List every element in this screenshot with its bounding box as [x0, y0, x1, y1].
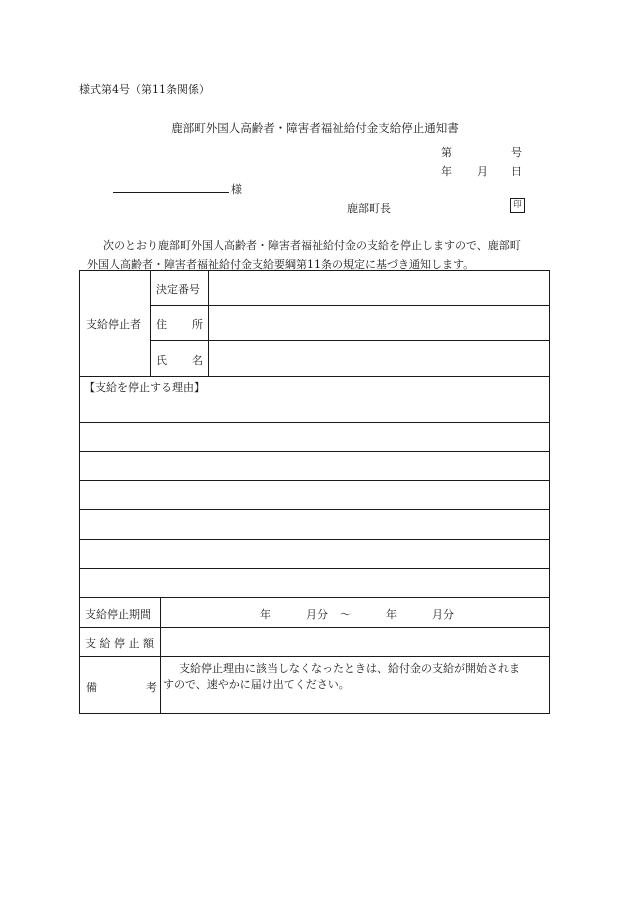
amount-label: 支 給 停 止 額	[85, 637, 154, 650]
address-field[interactable]	[209, 306, 549, 339]
date-day-label: 日	[511, 165, 522, 178]
date-month-label: 月	[477, 165, 488, 178]
addressee-name-line[interactable]	[113, 191, 229, 193]
addressee-suffix: 様	[231, 183, 242, 196]
address-label-1: 住	[156, 318, 167, 331]
period-year-2: 年	[386, 608, 397, 621]
number-suffix: 号	[511, 146, 522, 159]
remarks-label-2: 考	[146, 681, 157, 694]
period-month-2: 月分	[432, 608, 454, 621]
date-year-label: 年	[441, 165, 452, 178]
name-label-1: 氏	[156, 354, 167, 367]
decision-number-label: 決定番号	[156, 283, 200, 296]
period-label: 支給停止期間	[85, 608, 151, 621]
remarks-line-1: 支給停止理由に該当しなくなったときは、給付金の支給が開始されま	[179, 662, 520, 675]
name-label-2: 名	[192, 354, 203, 367]
number-prefix: 第	[441, 146, 452, 159]
document-title: 鹿部町外国人高齢者・障害者福祉給付金支給停止通知書	[171, 121, 459, 135]
seal-stamp: 印	[510, 198, 525, 213]
notice-table	[79, 270, 550, 714]
form-number: 様式第4号（第11条関係）	[79, 83, 210, 96]
period-month-1: 月分	[306, 608, 328, 621]
period-year-1: 年	[260, 608, 271, 621]
recipient-label: 支給停止者	[86, 318, 141, 331]
intro-line-2: 外国人高齢者・障害者福祉給付金支給要綱第11条の規定に基づき通知します。	[87, 258, 475, 271]
reason-label: 【支給を停止する理由】	[84, 381, 205, 394]
sender-name: 鹿部町長	[347, 202, 391, 215]
intro-line-1: 次のとおり鹿部町外国人高齢者・障害者福祉給付金の支給を停止しますので、鹿部町	[103, 239, 521, 252]
intro-paragraph	[87, 236, 557, 274]
name-field[interactable]	[209, 341, 549, 375]
amount-field[interactable]	[162, 628, 549, 655]
decision-number-field[interactable]	[209, 272, 549, 304]
remarks-text	[163, 661, 548, 693]
reason-field[interactable]	[81, 397, 549, 596]
remarks-line-2: すので、速やかに届け出てください。	[163, 678, 350, 691]
remarks-label-1: 備	[86, 681, 97, 694]
period-tilde: ～	[340, 608, 351, 621]
address-label-2: 所	[192, 318, 203, 331]
